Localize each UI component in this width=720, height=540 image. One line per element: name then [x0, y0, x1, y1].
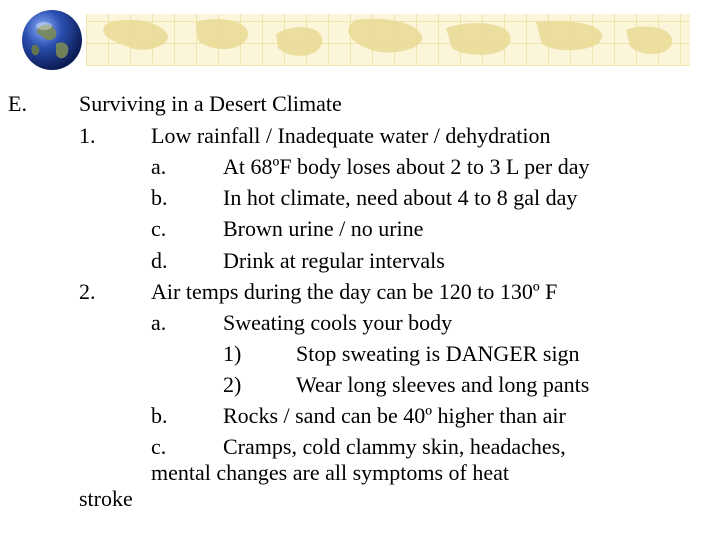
subitem-letter: a. — [151, 310, 167, 335]
subitem-letter: b. — [151, 403, 168, 428]
subitem-text: At 68ºF body loses about 2 to 3 L per day — [223, 154, 590, 179]
subitem-letter: c. — [151, 216, 167, 241]
item-number: 1. — [79, 123, 96, 148]
subitem-text: Sweating cools your body — [223, 310, 453, 335]
point-number: 1) — [223, 341, 242, 366]
item-number: 2. — [79, 279, 96, 304]
section-marker: E. — [8, 91, 27, 116]
subitem-text: Brown urine / no urine — [223, 216, 424, 241]
point-number: 2) — [223, 372, 242, 397]
subitem-text: Drink at regular intervals — [223, 248, 445, 273]
subitem-letter: b. — [151, 185, 168, 210]
item-text: Air temps during the day can be 120 to 130º F — [151, 279, 558, 304]
subitem-text: Rocks / sand can be 40º higher than air — [223, 403, 566, 428]
subitem-letter: d. — [151, 248, 168, 273]
subitem-text: In hot climate, need about 4 to 8 gal day — [223, 185, 578, 210]
slide-title: Surviving in a Desert Climate — [79, 91, 342, 116]
item-text: Low rainfall / Inadequate water / dehydration — [151, 123, 551, 148]
subitem-continuation: mental changes are all symptoms of heat — [151, 460, 509, 485]
subitem-letter: a. — [151, 154, 167, 179]
subitem-text: Cramps, cold clammy skin, headaches, — [223, 434, 566, 459]
point-text: Stop sweating is DANGER sign — [296, 341, 580, 366]
subitem-continuation: stroke — [79, 486, 133, 511]
subitem-letter: c. — [151, 434, 167, 459]
point-text: Wear long sleeves and long pants — [296, 372, 590, 397]
